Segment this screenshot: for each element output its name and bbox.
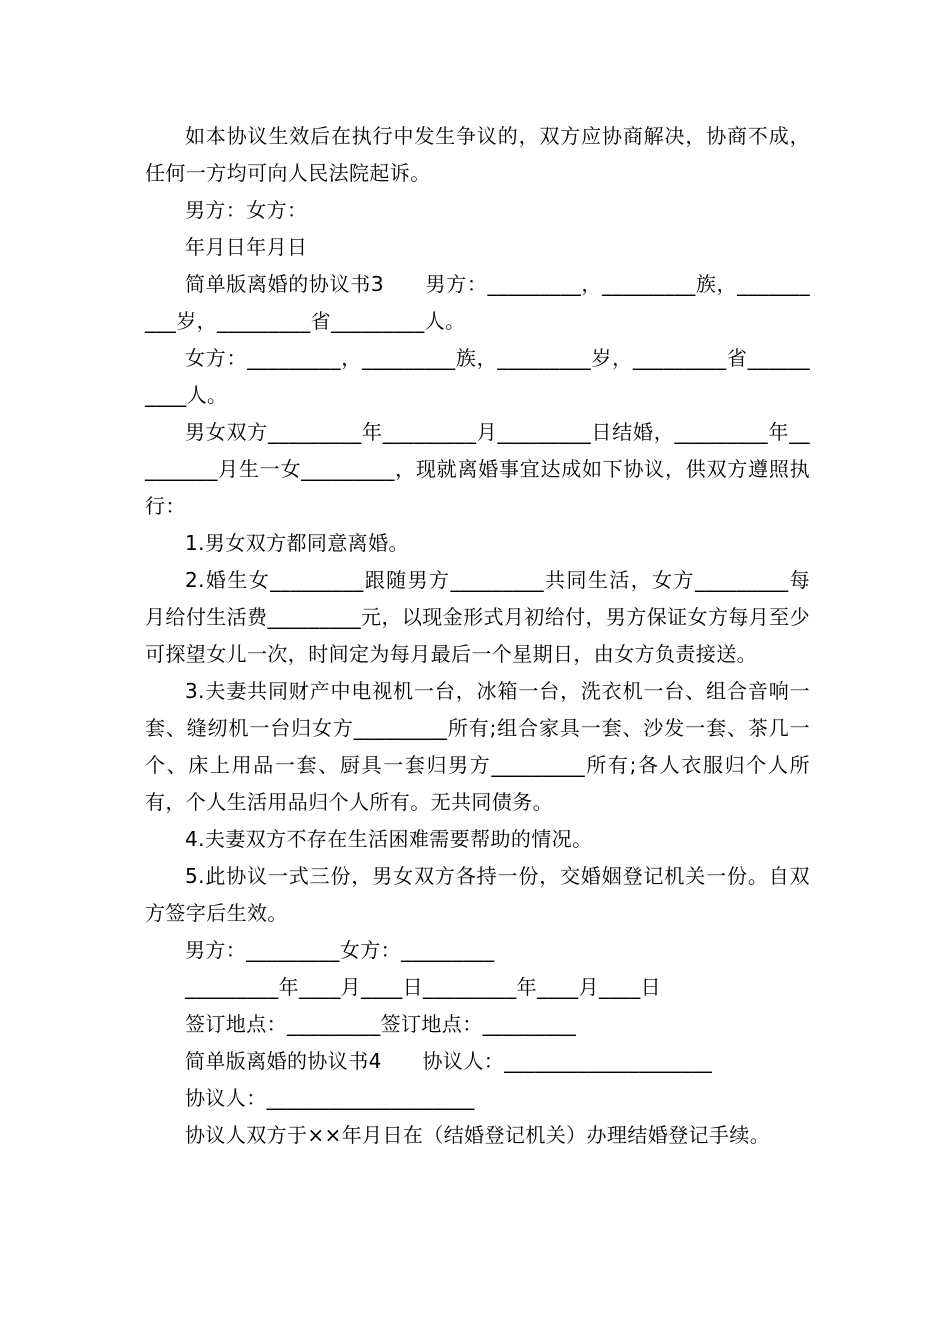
document-body [145,118,810,1154]
paragraph-signing-place: 签订地点：_________签订地点：_________ [185,1012,577,1036]
paragraph-clause-4: 4.夫妻双方不存在生活困难需要帮助的情况。 [185,827,593,851]
paragraph-clause-1: 1.男女双方都同意离婚。 [185,531,409,555]
paragraph-date-lines: _________年____月____日_________年____月____日 [185,975,661,999]
paragraph-signatures: 男方：女方： [185,198,308,222]
paragraph-clause-3: 3.夫妻共同财产中电视机一台，冰箱一台，洗衣机一台、组合音响一套、缝纫机一台归女方_________所有;组合家具一套、沙发一套、茶几一个、床上用品一套、厨具一套归男方_________所有;各人衣服归个人所有，个人生活用品归个人所有。无共同债务。 [145,679,810,814]
paragraph-clause-2: 2.婚生女_________跟随男方_________共同生活，女方_________每月给付生活费_________元，以现金形式月初给付，男方保证女方每月至少可探望女儿一次，时间定为每月最后一个星期日，由女方负责接送。 [145,568,810,666]
paragraph-registration: 协议人双方于××年月日在（结婚登记机关）办理结婚登记手续。 [185,1123,771,1147]
paragraph-agreement-4-party-1: 简单版离婚的协议书4 协议人：____________________ [185,1049,713,1073]
paragraph-dispute-clause: 如本协议生效后在执行中发生争议的，双方应协商解决，协商不成，任何一方均可向人民法院起诉。 [145,124,810,185]
paragraph-agreement-4-party-2: 协议人：____________________ [185,1086,475,1110]
paragraph-agreement-3-husband: 简单版离婚的协议书3 男方：_________，_________族，__________岁，_________省_________人。 [145,272,810,333]
paragraph-wife-info: 女方：_________，_________族，_________岁，_________省__________人。 [145,346,810,407]
paragraph-marriage-info: 男女双方_________年_________月_________日结婚，_________年_________月生一女_________，现就离婚事宜达成如下协议，供双方遵照执行： [145,420,810,518]
paragraph-signature-dates: 年月日年月日 [185,235,308,259]
paragraph-clause-5: 5.此协议一式三份，男女双方各持一份，交婚姻登记机关一份。自双方签字后生效。 [145,864,810,925]
paragraph-signature-lines: 男方：_________女方：_________ [185,938,495,962]
